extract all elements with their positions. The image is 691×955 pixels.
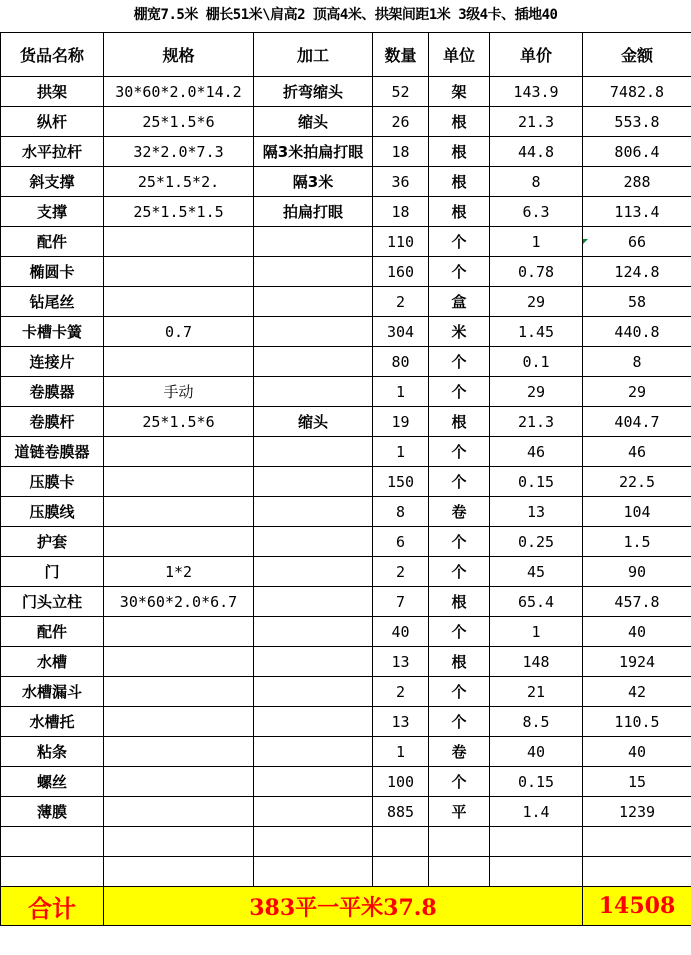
cell-amount: 124.8	[583, 257, 691, 287]
cell-price: 148	[490, 647, 583, 677]
total-amount: 14508	[583, 887, 691, 926]
table-row	[1, 797, 691, 827]
cell-name: 连接片	[1, 347, 104, 377]
cell-amount: 457.8	[583, 587, 691, 617]
cell-unit: 卷	[429, 737, 490, 767]
cell-unit: 根	[429, 407, 490, 437]
cell-process	[254, 557, 373, 587]
cell-amount: 7482.8	[583, 77, 691, 107]
cell-process: 缩头	[254, 107, 373, 137]
cell-amount: 1924	[583, 647, 691, 677]
cell-amount: 1.5	[583, 527, 691, 557]
cell-unit: 根	[429, 167, 490, 197]
cell-unit: 根	[429, 137, 490, 167]
cell-process	[254, 767, 373, 797]
cell-unit: 个	[429, 437, 490, 467]
cell-qty: 160	[373, 257, 429, 287]
header-amount: 金额	[583, 33, 691, 77]
cell-price: 45	[490, 557, 583, 587]
table-row	[1, 317, 691, 347]
cell-process	[254, 647, 373, 677]
cell-qty: 8	[373, 497, 429, 527]
cell-qty: 80	[373, 347, 429, 377]
cell-unit: 卷	[429, 497, 490, 527]
header-qty: 数量	[373, 33, 429, 77]
cell-name: 压膜卡	[1, 467, 104, 497]
table-row	[1, 407, 691, 437]
cell-spec: 25*1.5*2.	[104, 167, 254, 197]
cell-price: 8.5	[490, 707, 583, 737]
cell-unit: 架	[429, 77, 490, 107]
table-row	[1, 527, 691, 557]
cell-process	[254, 737, 373, 767]
cell-name: 道链卷膜器	[1, 437, 104, 467]
cell-name: 水槽漏斗	[1, 677, 104, 707]
table-row	[1, 137, 691, 167]
cell-process	[254, 467, 373, 497]
cell-price: 65.4	[490, 587, 583, 617]
cell-amount: 40	[583, 737, 691, 767]
cell-qty: 1	[373, 437, 429, 467]
cell-process	[254, 257, 373, 287]
cell-unit: 根	[429, 587, 490, 617]
cell-name: 薄膜	[1, 797, 104, 827]
cell-price: 143.9	[490, 77, 583, 107]
table-row	[1, 707, 691, 737]
total-row	[1, 887, 691, 926]
cell-spec: 25*1.5*6	[104, 407, 254, 437]
table-row	[1, 167, 691, 197]
cell-unit: 个	[429, 557, 490, 587]
cell-qty: 13	[373, 647, 429, 677]
cell-name: 卷膜器	[1, 377, 104, 407]
cell-comment-marker	[583, 239, 588, 244]
cell-spec: 1*2	[104, 557, 254, 587]
cell-process: 隔3米	[254, 167, 373, 197]
cell-spec: 25*1.5*1.5	[104, 197, 254, 227]
table-row	[1, 617, 691, 647]
cell-spec	[104, 497, 254, 527]
cell-qty: 100	[373, 767, 429, 797]
cell-name: 门	[1, 557, 104, 587]
cell-unit	[429, 827, 490, 857]
cell-price: 8	[490, 167, 583, 197]
cell-unit: 个	[429, 227, 490, 257]
cell-amount	[583, 857, 691, 887]
cell-qty: 150	[373, 467, 429, 497]
header-process: 加工	[254, 33, 373, 77]
cell-process	[254, 377, 373, 407]
table-row	[1, 257, 691, 287]
cell-qty: 885	[373, 797, 429, 827]
cell-spec	[104, 437, 254, 467]
cell-unit: 个	[429, 677, 490, 707]
header-spec: 规格	[104, 33, 254, 77]
cell-amount: 40	[583, 617, 691, 647]
cell-process	[254, 707, 373, 737]
header-price: 单价	[490, 33, 583, 77]
table-row	[1, 767, 691, 797]
table-row	[1, 467, 691, 497]
cell-price	[490, 827, 583, 857]
cell-name: 椭圆卡	[1, 257, 104, 287]
cell-process	[254, 857, 373, 887]
cell-spec	[104, 677, 254, 707]
cell-spec	[104, 347, 254, 377]
cell-amount: 66	[583, 227, 691, 257]
cell-price: 1.45	[490, 317, 583, 347]
cell-unit: 根	[429, 107, 490, 137]
cell-name: 护套	[1, 527, 104, 557]
cell-amount	[583, 827, 691, 857]
cell-spec	[104, 857, 254, 887]
cell-unit: 个	[429, 527, 490, 557]
header-row	[1, 33, 691, 77]
cell-qty: 19	[373, 407, 429, 437]
cell-spec: 手动	[104, 377, 254, 407]
cell-name: 纵杆	[1, 107, 104, 137]
table-row	[1, 287, 691, 317]
cell-spec: 32*2.0*7.3	[104, 137, 254, 167]
cell-amount: 440.8	[583, 317, 691, 347]
cell-price: 44.8	[490, 137, 583, 167]
cell-qty: 1	[373, 737, 429, 767]
cell-price: 13	[490, 497, 583, 527]
cell-price: 0.15	[490, 767, 583, 797]
table-row	[1, 647, 691, 677]
cell-amount: 113.4	[583, 197, 691, 227]
table-body	[1, 77, 691, 887]
cell-name	[1, 857, 104, 887]
cell-amount: 58	[583, 287, 691, 317]
cell-name: 压膜线	[1, 497, 104, 527]
cell-price: 46	[490, 437, 583, 467]
cell-unit: 米	[429, 317, 490, 347]
cell-unit: 个	[429, 617, 490, 647]
cell-qty: 304	[373, 317, 429, 347]
cell-price: 0.25	[490, 527, 583, 557]
table-row	[1, 557, 691, 587]
cell-amount: 46	[583, 437, 691, 467]
cell-amount: 22.5	[583, 467, 691, 497]
cell-qty: 18	[373, 137, 429, 167]
cell-price: 0.78	[490, 257, 583, 287]
cell-unit: 个	[429, 767, 490, 797]
cell-name: 水槽托	[1, 707, 104, 737]
table-row	[1, 587, 691, 617]
cell-qty: 6	[373, 527, 429, 557]
cell-qty: 2	[373, 677, 429, 707]
cell-name: 水平拉杆	[1, 137, 104, 167]
cell-qty	[373, 857, 429, 887]
cell-amount: 29	[583, 377, 691, 407]
cell-name: 钻尾丝	[1, 287, 104, 317]
table-row	[1, 107, 691, 137]
cell-amount: 553.8	[583, 107, 691, 137]
cell-process	[254, 287, 373, 317]
cell-name: 配件	[1, 227, 104, 257]
cell-process: 缩头	[254, 407, 373, 437]
cell-price: 1	[490, 617, 583, 647]
cell-name: 卡槽卡簧	[1, 317, 104, 347]
cell-process	[254, 227, 373, 257]
cell-qty: 2	[373, 287, 429, 317]
cell-name: 配件	[1, 617, 104, 647]
cell-spec	[104, 467, 254, 497]
cell-spec	[104, 707, 254, 737]
cell-spec	[104, 737, 254, 767]
cell-price: 0.15	[490, 467, 583, 497]
cell-amount: 288	[583, 167, 691, 197]
cell-price: 21	[490, 677, 583, 707]
cell-process	[254, 677, 373, 707]
cell-process	[254, 587, 373, 617]
table-row	[1, 197, 691, 227]
table-row	[1, 857, 691, 887]
cell-process: 折弯缩头	[254, 77, 373, 107]
cell-price: 29	[490, 287, 583, 317]
cell-name	[1, 827, 104, 857]
cell-process	[254, 437, 373, 467]
cell-unit	[429, 857, 490, 887]
cell-name: 拱架	[1, 77, 104, 107]
cell-name: 斜支撑	[1, 167, 104, 197]
cell-spec	[104, 227, 254, 257]
cell-unit: 盒	[429, 287, 490, 317]
table-row	[1, 347, 691, 377]
cell-name: 水槽	[1, 647, 104, 677]
cell-spec	[104, 797, 254, 827]
table-row	[1, 677, 691, 707]
sheet-title: 棚宽7.5米 棚长51米\肩高2 顶高4米、拱架间距1米 3级4卡、插地40	[133, 7, 558, 23]
cell-amount: 806.4	[583, 137, 691, 167]
cell-name: 粘条	[1, 737, 104, 767]
cell-unit: 个	[429, 707, 490, 737]
cell-spec	[104, 647, 254, 677]
cell-spec	[104, 287, 254, 317]
cell-unit: 个	[429, 467, 490, 497]
cell-price: 40	[490, 737, 583, 767]
cell-unit: 个	[429, 347, 490, 377]
cell-qty: 40	[373, 617, 429, 647]
cell-qty	[373, 827, 429, 857]
table-row	[1, 377, 691, 407]
cell-process	[254, 527, 373, 557]
table-row	[1, 497, 691, 527]
cell-amount: 15	[583, 767, 691, 797]
cell-spec: 30*60*2.0*6.7	[104, 587, 254, 617]
cell-spec	[104, 527, 254, 557]
cell-spec	[104, 257, 254, 287]
header-name: 货品名称	[1, 33, 104, 77]
cell-spec: 30*60*2.0*14.2	[104, 77, 254, 107]
table-row	[1, 737, 691, 767]
cell-price: 1.4	[490, 797, 583, 827]
cell-unit: 根	[429, 647, 490, 677]
cell-process	[254, 797, 373, 827]
cell-spec	[104, 827, 254, 857]
cell-process	[254, 497, 373, 527]
cell-process	[254, 617, 373, 647]
cell-price: 6.3	[490, 197, 583, 227]
cell-process: 拍扁打眼	[254, 197, 373, 227]
cell-name: 门头立柱	[1, 587, 104, 617]
cell-price	[490, 857, 583, 887]
cell-unit: 个	[429, 257, 490, 287]
cell-amount: 42	[583, 677, 691, 707]
cell-qty: 13	[373, 707, 429, 737]
cell-amount: 8	[583, 347, 691, 377]
cell-process	[254, 317, 373, 347]
cell-spec: 0.7	[104, 317, 254, 347]
cell-spec	[104, 767, 254, 797]
cell-name: 支撑	[1, 197, 104, 227]
cell-qty: 26	[373, 107, 429, 137]
cell-qty: 52	[373, 77, 429, 107]
table-row	[1, 827, 691, 857]
cell-qty: 18	[373, 197, 429, 227]
cell-process	[254, 347, 373, 377]
cell-price: 1	[490, 227, 583, 257]
cell-process	[254, 827, 373, 857]
cell-price: 0.1	[490, 347, 583, 377]
cell-qty: 1	[373, 377, 429, 407]
cell-amount: 104	[583, 497, 691, 527]
cell-amount: 90	[583, 557, 691, 587]
cell-qty: 2	[373, 557, 429, 587]
table-row	[1, 77, 691, 107]
total-label: 合计	[1, 887, 104, 926]
cell-qty: 7	[373, 587, 429, 617]
cell-unit: 个	[429, 377, 490, 407]
cell-price: 21.3	[490, 407, 583, 437]
quote-table	[0, 32, 691, 926]
cell-spec: 25*1.5*6	[104, 107, 254, 137]
cell-amount: 110.5	[583, 707, 691, 737]
cell-qty: 110	[373, 227, 429, 257]
cell-unit: 根	[429, 197, 490, 227]
cell-unit: 平	[429, 797, 490, 827]
cell-price: 21.3	[490, 107, 583, 137]
header-unit: 单位	[429, 33, 490, 77]
cell-price: 29	[490, 377, 583, 407]
cell-amount: 1239	[583, 797, 691, 827]
cell-spec	[104, 617, 254, 647]
total-note: 383平一平米37.8	[104, 887, 583, 926]
cell-name: 卷膜杆	[1, 407, 104, 437]
cell-name: 螺丝	[1, 767, 104, 797]
cell-qty: 36	[373, 167, 429, 197]
table-row	[1, 437, 691, 467]
cell-amount: 404.7	[583, 407, 691, 437]
cell-process: 隔3米拍扁打眼	[254, 137, 373, 167]
